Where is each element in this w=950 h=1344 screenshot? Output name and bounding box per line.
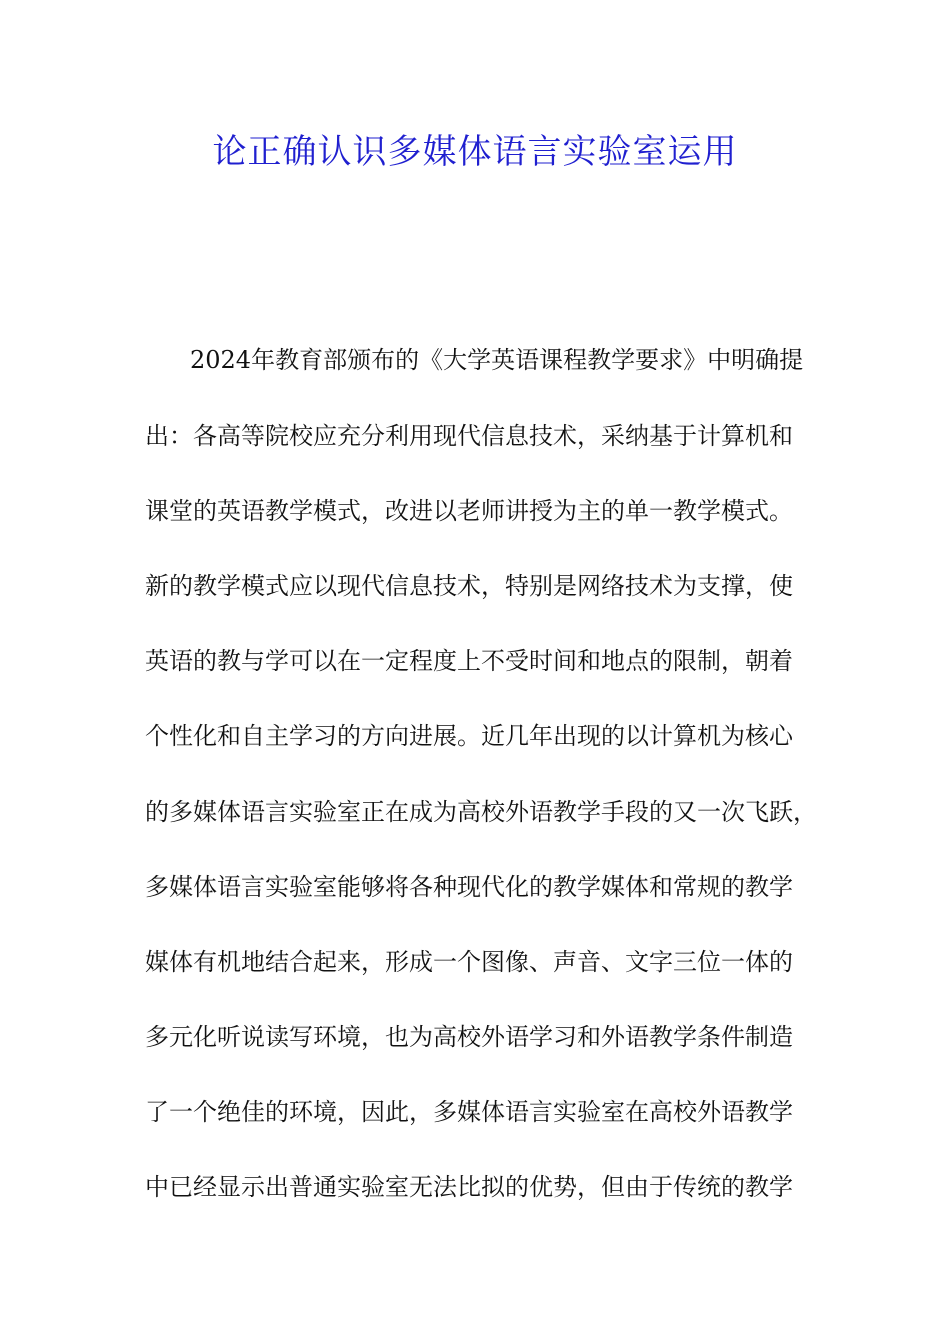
paragraph-line: 中已经显示出普通实验室无法比拟的优势，但由于传统的教学 <box>145 1173 793 1201</box>
paragraph-line: 多媒体语言实验室能够将各种现代化的教学媒体和常规的教学 <box>145 873 793 901</box>
paragraph-line: 出：各高等院校应充分利用现代信息技术，采纳基于计算机和 <box>145 422 793 450</box>
paragraph-line: 了一个绝佳的环境，因此，多媒体语言实验室在高校外语教学 <box>145 1098 793 1126</box>
paragraph-line: 多元化听说读写环境，也为高校外语学习和外语教学条件制造 <box>145 1023 793 1051</box>
paragraph-line: 个性化和自主学习的方向进展。近几年出现的以计算机为核心 <box>145 722 793 750</box>
paragraph-line: 课堂的英语教学模式，改进以老师讲授为主的单一教学模式。 <box>145 497 793 525</box>
paragraph-line: 的多媒体语言实验室正在成为高校外语教学手段的又一次飞跃， <box>145 798 817 826</box>
document-title: 论正确认识多媒体语言实验室运用 <box>212 132 738 172</box>
paragraph-line: 新的教学模式应以现代信息技术，特别是网络技术为支撑，使 <box>145 572 793 600</box>
paragraph-line: 媒体有机地结合起来，形成一个图像、声音、文字三位一体的 <box>145 948 793 976</box>
paragraph-line: 英语的教与学可以在一定程度上不受时间和地点的限制，朝着 <box>145 647 793 675</box>
paragraph-line: 2024年教育部颁布的《大学英语课程教学要求》中明确提 <box>190 346 804 374</box>
